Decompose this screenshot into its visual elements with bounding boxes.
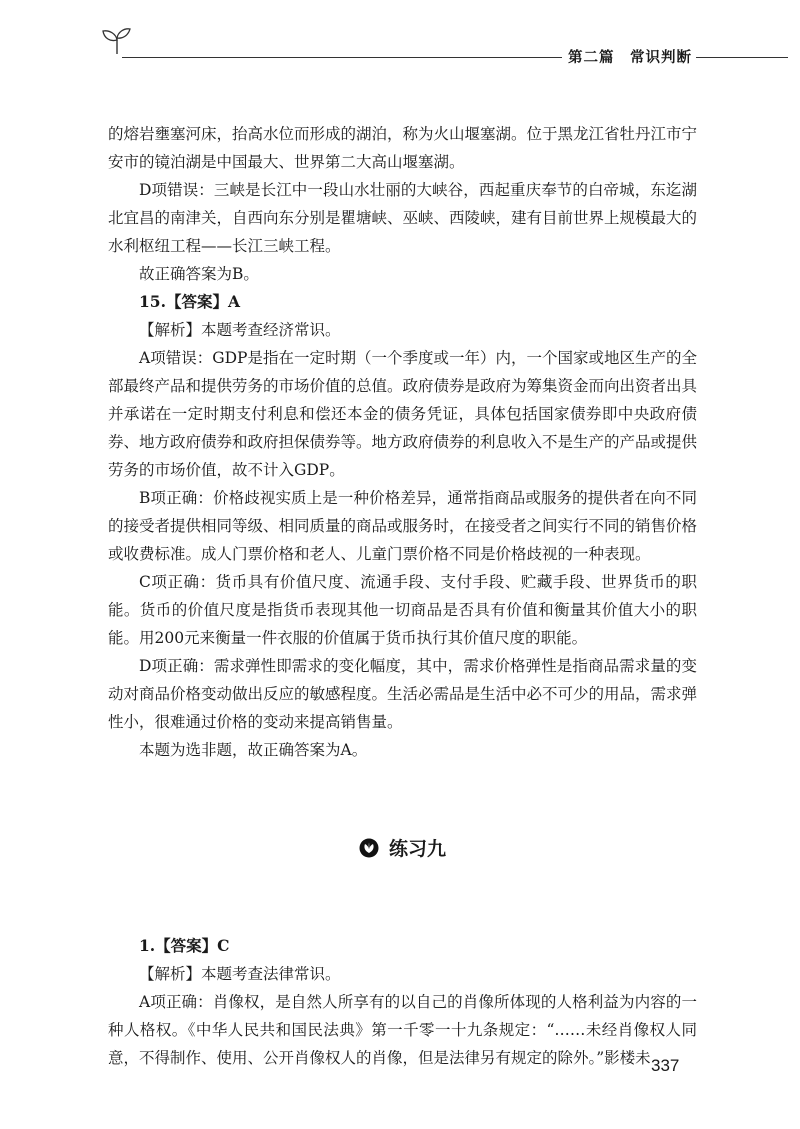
- page-body: [108, 120, 697, 1072]
- analysis-heading-2: 【解析】本题考查法律常识。: [139, 965, 341, 983]
- section-block: [108, 764, 697, 932]
- paragraph-final-answer: 本题为选非题，故正确答案为A。: [139, 741, 368, 759]
- running-header-title: 第二篇 常识判断: [568, 50, 692, 66]
- paragraph-option-d: D项错误：三峡是长江中一段山水壮丽的大峡谷，西起重庆奉节的白帝城，东迄湖北宜昌的南津关，自西向东分别是瞿塘峡、巫峡、西陵峡，建有目前世界上规模最大的水利枢纽工程——长江三峡工程。: [108, 181, 698, 255]
- paragraph-conclusion: 故正确答案为B。: [139, 265, 259, 283]
- analysis-heading: 【解析】本题考查经济常识。: [139, 321, 341, 339]
- page-number: 337: [651, 1056, 680, 1075]
- page-header: [100, 26, 790, 70]
- paragraph-option-b: B项正确：价格歧视实质上是一种价格差异，通常指商品或服务的提供者在向不同的接受者提供相同等级、相同质量的商品或服务时，在接受者之间实行不同的销售价格或收费标准。成人门票价格和老人、儿童门票价格不同是价格歧视的一种表现。: [108, 489, 698, 563]
- header-rule-right: [696, 57, 788, 58]
- sprout-icon: [100, 26, 134, 56]
- paragraph-option-c: C项正确：货币具有价值尺度、流通手段、支付手段、贮藏手段、世界货币的职能。货币的价值尺度是指货币表现其他一切商品是否具有价值和衡量其价值大小的职能。用200元来衡量一件衣服的价值属于货币执行其价值尺度的职能。: [108, 573, 697, 647]
- section-title: 练习九: [388, 838, 446, 860]
- paragraph-continuation: 的熔岩壅塞河床，抬高水位而形成的湖泊，称为火山堰塞湖。位于黑龙江省牡丹江市宁安市的镜泊湖是中国最大、世界第二大高山堰塞湖。: [108, 125, 698, 171]
- answer-heading-2: 1.【答案】C: [139, 936, 230, 955]
- flower-badge-icon: [359, 838, 379, 858]
- answer-heading: 15.【答案】A: [139, 292, 240, 311]
- paragraph-option-a: A项错误：GDP是指在一定时期（一个季度或一年）内，一个国家或地区生产的全部最终产品和提供劳务的市场价值的总值。政府债券是政府为筹集资金而向出资者出具并承诺在一定时期支付利息和偿还本金的债务凭证，具体包括国家债券即中央政府债券、地方政府债券和政府担保债券等。地方政府债券的利息收入不是生产的产品或提供劳务的市场价值，故不计入GDP。: [108, 349, 698, 479]
- section-heading: [108, 834, 697, 861]
- paragraph-option-a-law: A项正确：肖像权，是自然人所享有的以自己的肖像所体现的人格利益为内容的一种人格权。《中华人民共和国民法典》第一千零一十九条规定：“……未经肖像权人同意，不得制作、使用、公开肖像权人的肖像，但是法律另有规定的除外。”影楼未: [108, 993, 697, 1067]
- header-rule-left: [122, 57, 562, 58]
- paragraph-option-d-economics: D项正确：需求弹性即需求的变化幅度，其中，需求价格弹性是指商品需求量的变动对商品价格变动做出反应的敏感程度。生活必需品是生活中必不可少的用品，需求弹性小，很难通过价格的变动来提高销售量。: [108, 657, 698, 731]
